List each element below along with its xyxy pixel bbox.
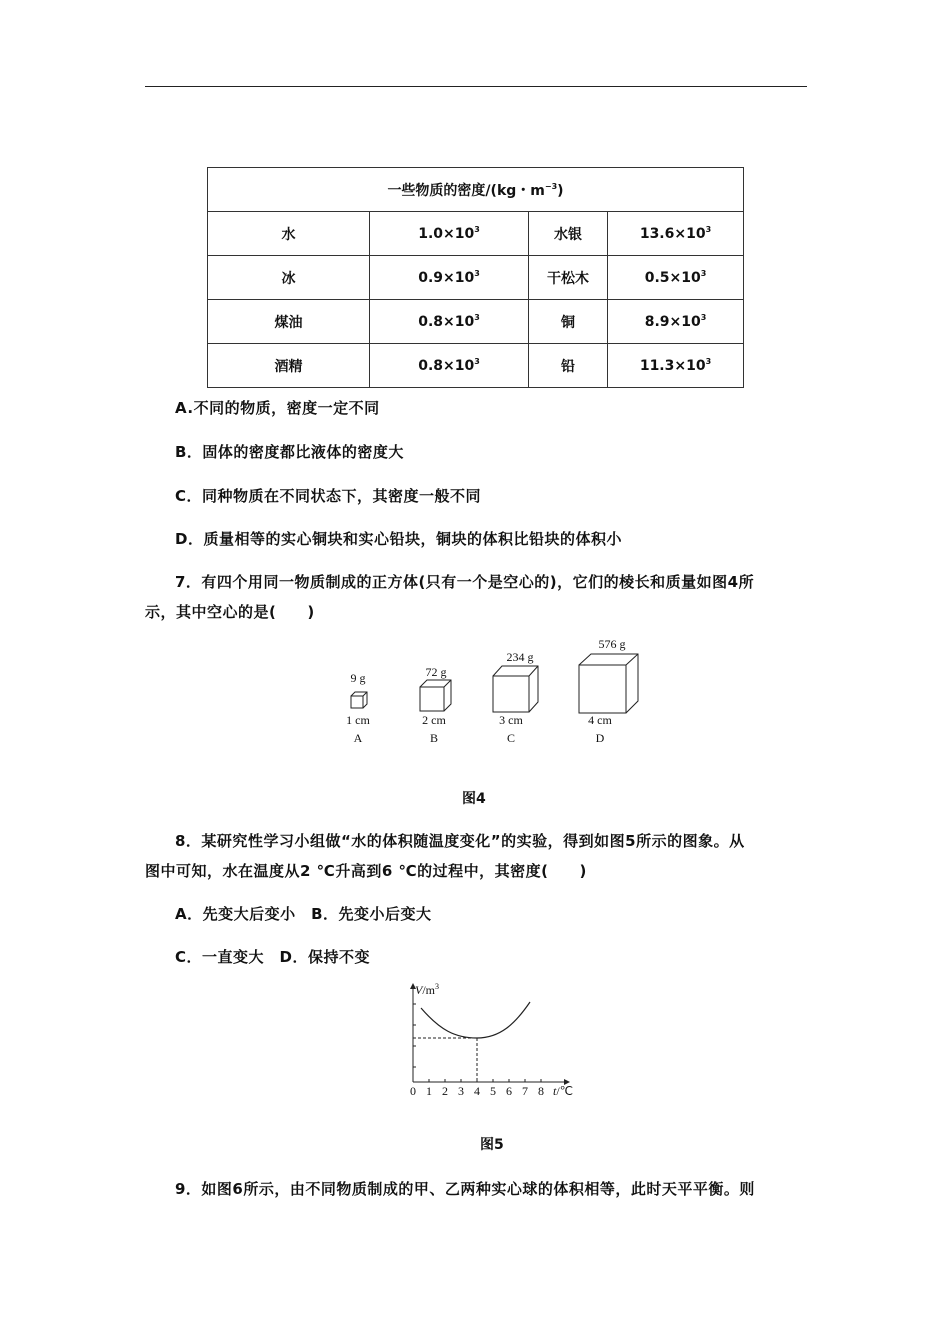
header-rule: [145, 86, 807, 87]
table-title: 一些物质的密度/(kg・$m^{-3}$): [208, 168, 744, 212]
x-tick-label: 2: [442, 1084, 448, 1098]
table-row: 冰 $0.9\times 10^3$ 干松木 $0.5\times 10^3$: [208, 256, 744, 300]
cube-a: [351, 696, 363, 708]
cube-c: [493, 676, 529, 712]
figure4-cubes: [330, 630, 670, 750]
q6-option-c: C．同种物质在不同状态下，其密度一般不同: [175, 487, 482, 505]
cube-b: [420, 687, 444, 711]
figure5-caption: 图5: [480, 1137, 504, 1153]
cube-a-edge: 1 cm: [346, 713, 370, 727]
cube-b-mass: 72 g: [425, 665, 447, 679]
cube-c-edge: 3 cm: [499, 713, 523, 727]
q6-option-b: B．固体的密度都比液体的密度大: [175, 443, 404, 461]
q8-options-cd: C．一直变大 D．保持不变: [175, 948, 370, 966]
cube-d-depth: [579, 654, 638, 713]
table-row: 水 $1.0\times 10^3$ 水银 $13.6\times 10^3$: [208, 212, 744, 256]
table-row: 煤油 $0.8\times 10^3$ 铜 $8.9\times 10^3$: [208, 300, 744, 344]
cube-d-mass: 576 g: [598, 637, 626, 651]
cube-d: [579, 665, 626, 713]
q7-text-line1: 7．有四个用同一物质制成的正方体(只有一个是空心的)，它们的棱长和质量如图4所: [175, 573, 755, 591]
x-tick-label: 3: [458, 1084, 464, 1098]
cube-a-mass: 9 g: [350, 671, 366, 685]
x-tick-label: 5: [490, 1084, 496, 1098]
density-table: [207, 167, 744, 388]
cube-c-label: C: [506, 731, 516, 745]
cube-d-label: D: [595, 731, 605, 745]
q8-options-ab: A．先变大后变小 B．先变小后变大: [175, 905, 432, 923]
x-tick-label: 7: [522, 1084, 528, 1098]
figure4-caption: 图4: [462, 791, 486, 807]
q6-option-a: A.不同的物质，密度一定不同: [175, 399, 380, 417]
q7-text-line2: 示，其中空心的是( ): [145, 603, 315, 621]
x-tick-label: 1: [426, 1084, 432, 1098]
cube-b-edge: 2 cm: [422, 713, 446, 727]
table-row: 酒精 $0.8\times 10^3$ 铅 $11.3\times 10^3$: [208, 344, 744, 388]
cube-b-label: B: [429, 731, 439, 745]
cube-d-edge: 4 cm: [588, 713, 612, 727]
q6-option-d: D．质量相等的实心铜块和实心铅块，铜块的体积比铅块的体积小: [175, 530, 622, 548]
q9-text-line1: 9．如图6所示，由不同物质制成的甲、乙两种实心球的体积相等，此时天平平衡。则: [175, 1180, 755, 1198]
x-tick-label: 8: [538, 1084, 544, 1098]
x-tick-label: 4: [474, 1084, 480, 1098]
y-axis-label: $V/m^3$: [415, 982, 440, 997]
figure5-graph: [395, 980, 585, 1100]
volume-curve: [421, 1002, 530, 1038]
cube-a-label: A: [353, 731, 363, 745]
x-axis-label: t/℃: [553, 1084, 574, 1098]
x-tick-label: 0: [410, 1084, 416, 1098]
q8-text-line1: 8．某研究性学习小组做“水的体积随温度变化”的实验，得到如图5所示的图象。从: [175, 832, 745, 850]
x-tick-label: 6: [506, 1084, 512, 1098]
q8-text-line2: 图中可知，水在温度从2 ℃升高到6 ℃的过程中，其密度( ): [145, 862, 587, 880]
cube-c-mass: 234 g: [506, 650, 534, 664]
